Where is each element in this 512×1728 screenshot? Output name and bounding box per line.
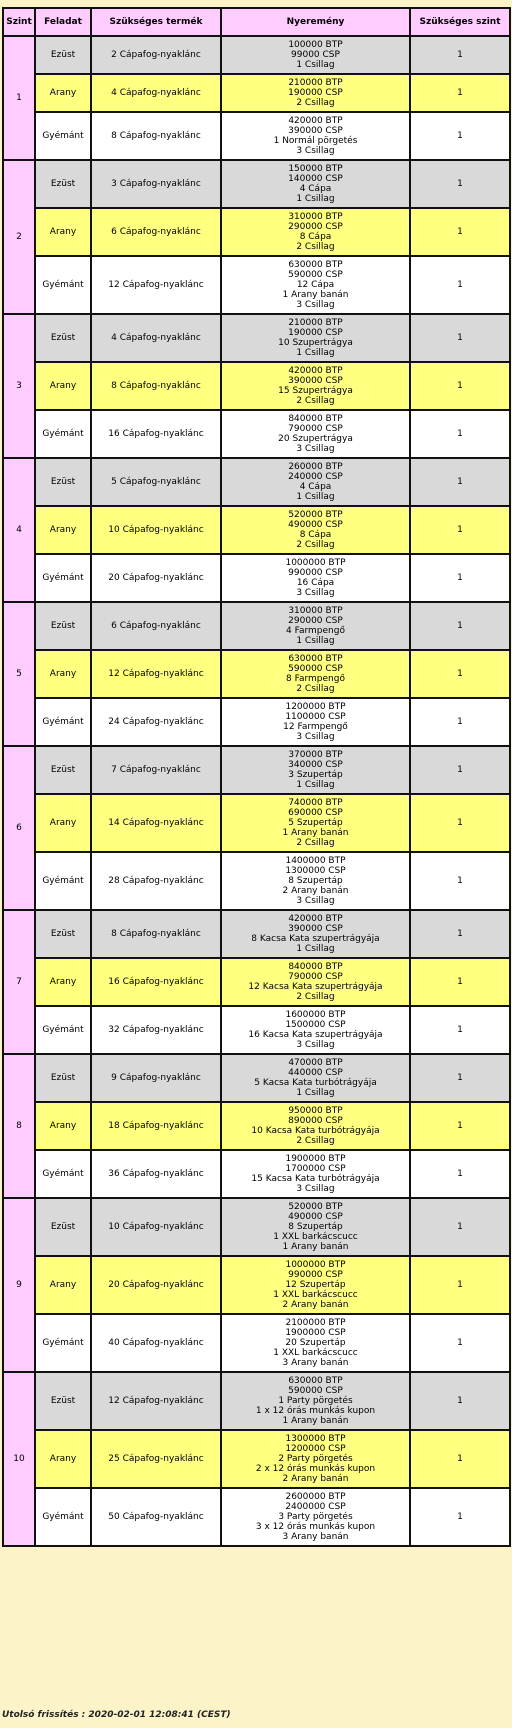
reward-line: 840000 BTP [288, 962, 343, 972]
task-cell: Arany [35, 362, 91, 410]
reward-line: 240000 CSP [288, 472, 343, 482]
level-cell: 1 [3, 36, 35, 160]
product-cell: 10 Cápafog-nyaklánc [91, 506, 221, 554]
table-row [3, 1256, 510, 1314]
table-row [3, 74, 510, 112]
reward-line: 1 Normál pörgetés [273, 136, 358, 146]
reward-cell [221, 910, 410, 958]
reward-cell [221, 208, 410, 256]
reward-line: 8 Szupertáp [288, 876, 343, 886]
task-cell: Gyémánt [35, 1488, 91, 1546]
table-row [3, 458, 510, 506]
reward-line: 3 Arany banán [282, 1532, 349, 1542]
product-cell: 6 Cápafog-nyaklánc [91, 602, 221, 650]
reward-line: 5 Szupertáp [288, 818, 343, 828]
reward-line: 3 x 12 órás munkás kupon [255, 1522, 376, 1532]
reward-line: 740000 BTP [288, 798, 343, 808]
table-row [3, 602, 510, 650]
product-cell: 8 Cápafog-nyaklánc [91, 362, 221, 410]
required-level-cell: 1 [410, 506, 510, 554]
product-cell: 16 Cápafog-nyaklánc [91, 958, 221, 1006]
reward-line: 2 x 12 órás munkás kupon [255, 1464, 376, 1474]
product-cell: 6 Cápafog-nyaklánc [91, 208, 221, 256]
task-cell: Gyémánt [35, 1314, 91, 1372]
table-row [3, 1006, 510, 1054]
reward-line: 1000000 BTP [285, 1260, 346, 1270]
reward-line: 1 Party pörgetés [278, 1396, 353, 1406]
reward-line: 100000 BTP [288, 40, 343, 50]
reward-line: 3 Csillag [296, 1184, 335, 1194]
reward-line: 1300000 CSP [285, 866, 346, 876]
task-cell: Arany [35, 958, 91, 1006]
reward-line: 630000 BTP [288, 1376, 343, 1386]
product-cell: 9 Cápafog-nyaklánc [91, 1054, 221, 1102]
reward-line: 2 Csillag [296, 1136, 335, 1146]
reward-line: 890000 CSP [288, 1116, 343, 1126]
product-cell: 4 Cápafog-nyaklánc [91, 314, 221, 362]
reward-line: 1 Csillag [296, 780, 335, 790]
required-level-cell: 1 [410, 458, 510, 506]
product-cell: 24 Cápafog-nyaklánc [91, 698, 221, 746]
reward-line: 470000 BTP [288, 1058, 343, 1068]
required-level-cell: 1 [410, 256, 510, 314]
task-cell: Arany [35, 74, 91, 112]
reward-cell [221, 1006, 410, 1054]
table-row [3, 958, 510, 1006]
reward-line: 3 Szupertáp [288, 770, 343, 780]
reward-line: 12 Cápa [296, 280, 335, 290]
reward-cell [221, 362, 410, 410]
reward-cell [221, 746, 410, 794]
reward-line: 12 Szupertáp [285, 1280, 346, 1290]
product-cell: 16 Cápafog-nyaklánc [91, 410, 221, 458]
reward-line: 10 Szupertrágya [278, 338, 353, 348]
reward-line: 4 Cápa [299, 482, 332, 492]
reward-line: 630000 BTP [288, 260, 343, 270]
required-level-cell: 1 [410, 1054, 510, 1102]
reward-line: 1900000 BTP [285, 1154, 346, 1164]
header-nyeremeny: Nyeremény [221, 8, 410, 36]
required-level-cell: 1 [410, 746, 510, 794]
table-row [3, 1488, 510, 1546]
reward-line: 5 Kacsa Kata turbótrágyája [254, 1078, 377, 1088]
table-row [3, 410, 510, 458]
product-cell: 8 Cápafog-nyaklánc [91, 910, 221, 958]
task-cell: Gyémánt [35, 554, 91, 602]
reward-cell [221, 852, 410, 910]
reward-line: 2 Csillag [296, 540, 335, 550]
reward-line: 2 Party pörgetés [278, 1454, 353, 1464]
task-cell: Arany [35, 208, 91, 256]
reward-line: 590000 CSP [288, 1386, 343, 1396]
required-level-cell: 1 [410, 650, 510, 698]
required-level-cell: 1 [410, 410, 510, 458]
reward-line: 1 Csillag [296, 636, 335, 646]
reward-line: 290000 CSP [288, 616, 343, 626]
table-header [3, 8, 510, 36]
task-cell: Ezüst [35, 36, 91, 74]
reward-line: 1400000 BTP [285, 856, 346, 866]
task-cell: Ezüst [35, 746, 91, 794]
reward-cell [221, 36, 410, 74]
reward-line: 340000 CSP [288, 760, 343, 770]
required-level-cell: 1 [410, 1488, 510, 1546]
table-row [3, 1314, 510, 1372]
reward-line: 1500000 CSP [285, 1020, 346, 1030]
product-cell: 3 Cápafog-nyaklánc [91, 160, 221, 208]
task-cell: Gyémánt [35, 698, 91, 746]
header-szint: Szint [3, 8, 35, 36]
reward-line: 490000 CSP [288, 1212, 343, 1222]
level-cell: 9 [3, 1198, 35, 1372]
reward-cell [221, 554, 410, 602]
table-row [3, 362, 510, 410]
reward-line: 15 Kacsa Kata turbótrágyája [251, 1174, 380, 1184]
reward-line: 1 Csillag [296, 60, 335, 70]
required-level-cell: 1 [410, 314, 510, 362]
reward-cell [221, 256, 410, 314]
reward-line: 2 Arany banán [282, 1300, 349, 1310]
reward-line: 190000 CSP [288, 328, 343, 338]
table-row [3, 36, 510, 74]
product-cell: 20 Cápafog-nyaklánc [91, 554, 221, 602]
reward-line: 420000 BTP [288, 116, 343, 126]
reward-line: 15 Szupertrágya [278, 386, 353, 396]
reward-cell [221, 112, 410, 160]
reward-line: 3 Arany banán [282, 1358, 349, 1368]
required-level-cell: 1 [410, 698, 510, 746]
table-row [3, 554, 510, 602]
reward-line: 2 Csillag [296, 992, 335, 1002]
reward-line: 3 Csillag [296, 896, 335, 906]
required-level-cell: 1 [410, 1430, 510, 1488]
reward-line: 990000 CSP [288, 568, 343, 578]
reward-line: 2 Csillag [296, 838, 335, 848]
required-level-cell: 1 [410, 362, 510, 410]
reward-line: 140000 CSP [288, 174, 343, 184]
level-cell: 7 [3, 910, 35, 1054]
reward-line: 12 Farmpengő [283, 722, 348, 732]
product-cell: 40 Cápafog-nyaklánc [91, 1314, 221, 1372]
task-cell: Ezüst [35, 314, 91, 362]
reward-line: 1200000 BTP [285, 702, 346, 712]
header-feladat: Feladat [35, 8, 91, 36]
reward-line: 1 XXL barkácscucc [273, 1348, 358, 1358]
reward-line: 190000 CSP [288, 88, 343, 98]
reward-line: 420000 BTP [288, 366, 343, 376]
reward-line: 2 Csillag [296, 98, 335, 108]
product-cell: 12 Cápafog-nyaklánc [91, 256, 221, 314]
reward-cell [221, 698, 410, 746]
reward-line: 260000 BTP [288, 462, 343, 472]
reward-line: 8 Farmpengő [286, 674, 345, 684]
product-cell: 12 Cápafog-nyaklánc [91, 650, 221, 698]
required-level-cell: 1 [410, 74, 510, 112]
reward-line: 1 XXL barkácscucc [273, 1290, 358, 1300]
task-cell: Ezüst [35, 1054, 91, 1102]
task-cell: Arany [35, 650, 91, 698]
required-level-cell: 1 [410, 1006, 510, 1054]
reward-line: 210000 BTP [288, 78, 343, 88]
reward-line: 1200000 CSP [285, 1444, 346, 1454]
reward-cell [221, 1198, 410, 1256]
level-cell: 10 [3, 1372, 35, 1546]
reward-line: 8 Kacsa Kata szupertrágyája [251, 934, 380, 944]
reward-line: 990000 CSP [288, 1270, 343, 1280]
required-level-cell: 1 [410, 36, 510, 74]
reward-cell [221, 1150, 410, 1198]
reward-line: 1 Csillag [296, 194, 335, 204]
task-cell: Gyémánt [35, 1150, 91, 1198]
required-level-cell: 1 [410, 1102, 510, 1150]
level-cell: 3 [3, 314, 35, 458]
level-cell: 5 [3, 602, 35, 746]
level-cell: 2 [3, 160, 35, 314]
product-cell: 10 Cápafog-nyaklánc [91, 1198, 221, 1256]
product-cell: 20 Cápafog-nyaklánc [91, 1256, 221, 1314]
reward-line: 520000 BTP [288, 1202, 343, 1212]
reward-line: 310000 BTP [288, 212, 343, 222]
rewards-table [2, 7, 511, 1547]
reward-line: 390000 CSP [288, 924, 343, 934]
required-level-cell: 1 [410, 1150, 510, 1198]
last-updated: Utolsó frissítés : 2020-02-01 12:08:41 (CEST) [2, 1710, 231, 1720]
reward-line: 2 Arany banán [282, 886, 349, 896]
reward-line: 690000 CSP [288, 808, 343, 818]
table-body [3, 36, 510, 1546]
task-cell: Gyémánt [35, 1006, 91, 1054]
task-cell: Arany [35, 794, 91, 852]
reward-line: 2 Csillag [296, 684, 335, 694]
reward-line: 2400000 CSP [285, 1502, 346, 1512]
reward-line: 16 Cápa [296, 578, 335, 588]
task-cell: Gyémánt [35, 852, 91, 910]
required-level-cell: 1 [410, 1198, 510, 1256]
required-level-cell: 1 [410, 1256, 510, 1314]
reward-cell [221, 458, 410, 506]
level-cell: 8 [3, 1054, 35, 1198]
reward-line: 3 Party pörgetés [278, 1512, 353, 1522]
reward-line: 1 Csillag [296, 348, 335, 358]
task-cell: Gyémánt [35, 410, 91, 458]
reward-line: 1600000 BTP [285, 1010, 346, 1020]
reward-line: 1 Arany banán [282, 290, 349, 300]
table-row [3, 256, 510, 314]
reward-cell [221, 602, 410, 650]
reward-line: 520000 BTP [288, 510, 343, 520]
reward-line: 20 Szupertrágya [278, 434, 353, 444]
product-cell: 5 Cápafog-nyaklánc [91, 458, 221, 506]
product-cell: 2 Cápafog-nyaklánc [91, 36, 221, 74]
reward-line: 8 Szupertáp [288, 1222, 343, 1232]
reward-line: 490000 CSP [288, 520, 343, 530]
reward-line: 1 Arany banán [282, 1416, 349, 1426]
reward-cell [221, 1372, 410, 1430]
reward-line: 3 Csillag [296, 300, 335, 310]
reward-line: 3 Csillag [296, 588, 335, 598]
reward-line: 150000 BTP [288, 164, 343, 174]
table-row [3, 1150, 510, 1198]
product-cell: 14 Cápafog-nyaklánc [91, 794, 221, 852]
reward-line: 1 Csillag [296, 944, 335, 954]
reward-line: 210000 BTP [288, 318, 343, 328]
reward-line: 2 Arany banán [282, 1474, 349, 1484]
reward-line: 290000 CSP [288, 222, 343, 232]
reward-line: 2600000 BTP [285, 1492, 346, 1502]
required-level-cell: 1 [410, 910, 510, 958]
product-cell: 8 Cápafog-nyaklánc [91, 112, 221, 160]
reward-line: 3 Csillag [296, 146, 335, 156]
reward-line: 16 Kacsa Kata szupertrágyája [248, 1030, 383, 1040]
table-row [3, 112, 510, 160]
reward-line: 2100000 BTP [285, 1318, 346, 1328]
reward-cell [221, 74, 410, 112]
reward-line: 590000 CSP [288, 664, 343, 674]
table-row [3, 314, 510, 362]
required-level-cell: 1 [410, 160, 510, 208]
product-cell: 4 Cápafog-nyaklánc [91, 74, 221, 112]
table-row [3, 506, 510, 554]
reward-line: 1 XXL barkácscucc [273, 1232, 358, 1242]
table-row [3, 1102, 510, 1150]
reward-line: 1900000 CSP [285, 1328, 346, 1338]
reward-line: 10 Kacsa Kata turbótrágyája [251, 1126, 380, 1136]
reward-line: 1 Arany banán [282, 1242, 349, 1252]
reward-line: 790000 CSP [288, 972, 343, 982]
task-cell: Ezüst [35, 458, 91, 506]
reward-cell [221, 1314, 410, 1372]
reward-line: 420000 BTP [288, 914, 343, 924]
product-cell: 7 Cápafog-nyaklánc [91, 746, 221, 794]
reward-line: 2 Csillag [296, 242, 335, 252]
required-level-cell: 1 [410, 1372, 510, 1430]
table-row [3, 208, 510, 256]
task-cell: Ezüst [35, 1372, 91, 1430]
reward-line: 950000 BTP [288, 1106, 343, 1116]
reward-line: 3 Csillag [296, 444, 335, 454]
reward-line: 1000000 BTP [285, 558, 346, 568]
required-level-cell: 1 [410, 794, 510, 852]
task-cell: Arany [35, 1256, 91, 1314]
required-level-cell: 1 [410, 554, 510, 602]
reward-cell [221, 1054, 410, 1102]
reward-cell [221, 1256, 410, 1314]
task-cell: Ezüst [35, 910, 91, 958]
task-cell: Arany [35, 506, 91, 554]
product-cell: 18 Cápafog-nyaklánc [91, 1102, 221, 1150]
reward-line: 1 Csillag [296, 492, 335, 502]
required-level-cell: 1 [410, 852, 510, 910]
reward-cell [221, 160, 410, 208]
reward-line: 590000 CSP [288, 270, 343, 280]
table-row [3, 1430, 510, 1488]
table-row [3, 1198, 510, 1256]
reward-line: 1100000 CSP [285, 712, 346, 722]
table-row [3, 698, 510, 746]
task-cell: Gyémánt [35, 256, 91, 314]
table-row [3, 160, 510, 208]
task-cell: Arany [35, 1430, 91, 1488]
table-row [3, 746, 510, 794]
product-cell: 28 Cápafog-nyaklánc [91, 852, 221, 910]
reward-cell [221, 410, 410, 458]
reward-line: 1700000 CSP [285, 1164, 346, 1174]
reward-line: 3 Csillag [296, 1040, 335, 1050]
reward-line: 390000 CSP [288, 376, 343, 386]
reward-cell [221, 314, 410, 362]
task-cell: Ezüst [35, 602, 91, 650]
reward-line: 1 Csillag [296, 1088, 335, 1098]
reward-line: 1300000 BTP [285, 1434, 346, 1444]
reward-line: 99000 CSP [291, 50, 340, 60]
product-cell: 25 Cápafog-nyaklánc [91, 1430, 221, 1488]
reward-cell [221, 1430, 410, 1488]
reward-cell [221, 1488, 410, 1546]
task-cell: Arany [35, 1102, 91, 1150]
required-level-cell: 1 [410, 958, 510, 1006]
task-cell: Gyémánt [35, 112, 91, 160]
reward-line: 3 Csillag [296, 732, 335, 742]
required-level-cell: 1 [410, 602, 510, 650]
reward-cell [221, 794, 410, 852]
header-szukseges-szint: Szükséges szint [410, 8, 510, 36]
product-cell: 36 Cápafog-nyaklánc [91, 1150, 221, 1198]
reward-line: 310000 BTP [288, 606, 343, 616]
reward-cell [221, 506, 410, 554]
level-cell: 6 [3, 746, 35, 910]
reward-line: 840000 BTP [288, 414, 343, 424]
reward-line: 1 x 12 órás munkás kupon [255, 1406, 376, 1416]
reward-line: 4 Farmpengő [286, 626, 345, 636]
product-cell: 32 Cápafog-nyaklánc [91, 1006, 221, 1054]
required-level-cell: 1 [410, 208, 510, 256]
reward-line: 8 Cápa [299, 232, 332, 242]
task-cell: Ezüst [35, 160, 91, 208]
reward-line: 4 Cápa [299, 184, 332, 194]
reward-line: 1 Arany banán [282, 828, 349, 838]
header-szukseges-termek: Szükséges termék [91, 8, 221, 36]
product-cell: 50 Cápafog-nyaklánc [91, 1488, 221, 1546]
reward-line: 8 Cápa [299, 530, 332, 540]
table-row [3, 910, 510, 958]
required-level-cell: 1 [410, 1314, 510, 1372]
table-row [3, 852, 510, 910]
reward-line: 12 Kacsa Kata szupertrágyája [248, 982, 383, 992]
task-cell: Ezüst [35, 1198, 91, 1256]
product-cell: 12 Cápafog-nyaklánc [91, 1372, 221, 1430]
reward-cell [221, 650, 410, 698]
reward-line: 790000 CSP [288, 424, 343, 434]
reward-cell [221, 958, 410, 1006]
table-row [3, 1372, 510, 1430]
reward-line: 390000 CSP [288, 126, 343, 136]
level-cell: 4 [3, 458, 35, 602]
table-row [3, 794, 510, 852]
table-row [3, 1054, 510, 1102]
reward-line: 630000 BTP [288, 654, 343, 664]
table-row [3, 650, 510, 698]
reward-line: 2 Csillag [296, 396, 335, 406]
required-level-cell: 1 [410, 112, 510, 160]
reward-line: 440000 CSP [288, 1068, 343, 1078]
reward-line: 370000 BTP [288, 750, 343, 760]
reward-cell [221, 1102, 410, 1150]
reward-line: 20 Szupertáp [285, 1338, 346, 1348]
